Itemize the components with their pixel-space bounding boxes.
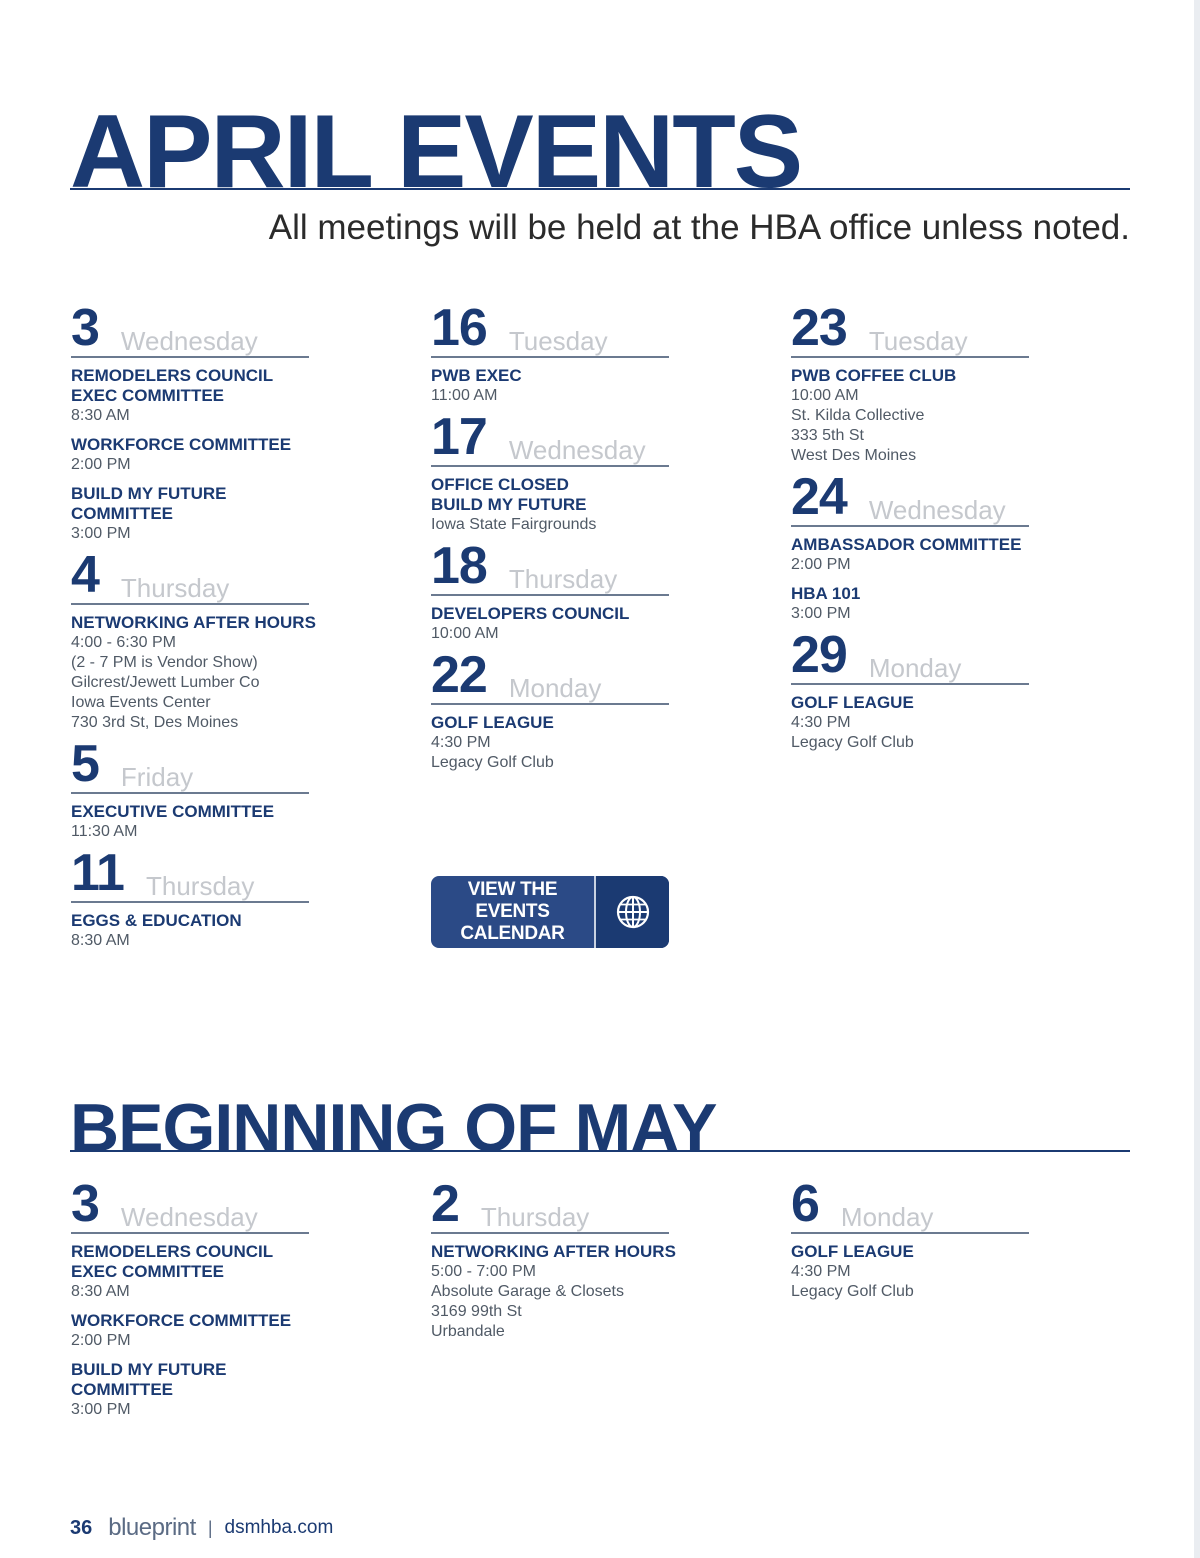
date-number: 23: [791, 299, 847, 357]
event-item: [71, 1360, 321, 1420]
event-name: BUILD MY FUTURE COMMITTEE: [71, 1360, 227, 1399]
event-item: [431, 475, 681, 535]
beginning-of-may-title: BEGINNING OF MAY: [70, 1094, 1130, 1152]
day-block: [791, 1175, 1041, 1302]
date-header: [791, 1175, 1029, 1234]
date-number: 11: [71, 844, 124, 902]
page-edge: [1194, 0, 1200, 1558]
date-number: 17: [431, 408, 487, 466]
date-header: [791, 299, 1029, 358]
event-detail: 3169 99th St: [431, 1303, 522, 1320]
date-number: 16: [431, 299, 487, 357]
weekday-label: Wednesday: [868, 495, 1006, 525]
event-detail: West Des Moines: [791, 447, 917, 464]
event-detail: 8:30 AM: [71, 407, 130, 424]
event-detail: 3:00 PM: [71, 525, 131, 542]
weekday-label: Monday: [840, 1202, 934, 1232]
date-header: [71, 546, 309, 605]
weekday-label: Thursday: [120, 573, 230, 603]
date-header: [791, 626, 1029, 685]
day-block: [791, 468, 1041, 624]
event-detail: 10:00 AM: [431, 625, 499, 642]
date-number: 5: [71, 735, 99, 793]
event-name: REMODELERS COUNCIL EXEC COMMITTEE: [71, 366, 274, 405]
weekday-label: Monday: [868, 653, 962, 683]
event-detail: 4:00 - 6:30 PM: [71, 634, 176, 651]
event-detail: Iowa Events Center: [71, 694, 211, 711]
view-events-calendar-button[interactable]: [431, 876, 669, 948]
event-detail: Legacy Golf Club: [431, 754, 554, 771]
date-header: [431, 408, 669, 467]
event-item: [791, 693, 1041, 753]
weekday-label: Tuesday: [868, 326, 968, 356]
date-number: 22: [431, 646, 487, 704]
event-detail: 2:00 PM: [71, 456, 131, 473]
page-number: 36: [70, 1516, 93, 1539]
event-item: [71, 1242, 321, 1302]
event-detail: 11:00 AM: [431, 387, 498, 404]
date-number: 29: [791, 626, 847, 684]
weekday-label: Tuesday: [508, 326, 608, 356]
date-number: 4: [71, 546, 99, 604]
event-item: [791, 1242, 1041, 1302]
weekday-label: Wednesday: [120, 1202, 258, 1232]
event-detail: 4:30 PM: [791, 1263, 851, 1280]
day-block: [431, 299, 681, 406]
april-events-title: APRIL EVENTS: [70, 100, 1130, 190]
day-block: [431, 646, 681, 773]
event-detail: St. Kilda Collective: [791, 407, 925, 424]
date-number: 24: [791, 468, 847, 526]
blueprint-logo: blueprint: [108, 1514, 196, 1541]
event-name: OFFICE CLOSED BUILD MY FUTURE: [431, 475, 587, 514]
may-column-3: [791, 1175, 1041, 1311]
day-block: [431, 1175, 681, 1342]
view-events-calendar-label: VIEW THE EVENTS CALENDAR: [431, 876, 596, 948]
event-item: [71, 911, 321, 951]
event-name: PWB COFFEE CLUB: [791, 366, 957, 385]
weekday-label: Friday: [120, 762, 194, 792]
weekday-label: Thursday: [508, 564, 618, 594]
event-name: GOLF LEAGUE: [791, 693, 914, 712]
april-subtitle: All meetings will be held at the HBA office unless noted.: [268, 208, 1130, 247]
event-item: [71, 484, 321, 544]
date-header: [431, 1175, 669, 1234]
event-name: PWB EXEC: [431, 366, 522, 385]
day-block: [71, 735, 321, 842]
may-column-1: [71, 1175, 321, 1429]
event-name: WORKFORCE COMMITTEE: [71, 1311, 292, 1330]
may-column-2: [431, 1175, 681, 1351]
april-column-3: [791, 299, 1041, 762]
date-header: [71, 844, 309, 903]
event-detail: 333 5th St: [791, 427, 864, 444]
event-name: NETWORKING AFTER HOURS: [431, 1242, 676, 1261]
event-item: [431, 366, 681, 406]
globe-icon-container: [596, 876, 669, 948]
page-footer: [70, 1512, 333, 1544]
event-detail: (2 - 7 PM is Vendor Show): [71, 654, 258, 671]
weekday-label: Thursday: [145, 871, 255, 901]
date-header: [71, 299, 309, 358]
weekday-label: Monday: [508, 673, 602, 703]
date-number: 18: [431, 537, 487, 595]
event-name: BUILD MY FUTURE COMMITTEE: [71, 484, 227, 523]
event-item: [791, 584, 1041, 624]
day-block: [431, 408, 681, 535]
event-detail: 8:30 AM: [71, 1283, 130, 1300]
event-name: GOLF LEAGUE: [431, 713, 554, 732]
date-header: [791, 468, 1029, 527]
event-item: [71, 366, 321, 426]
date-number: 2: [431, 1175, 459, 1233]
event-name: EXECUTIVE COMMITTEE: [71, 802, 275, 821]
weekday-label: Thursday: [480, 1202, 590, 1232]
event-detail: 5:00 - 7:00 PM: [431, 1263, 536, 1280]
event-detail: 730 3rd St, Des Moines: [71, 714, 239, 731]
date-number: 6: [791, 1175, 819, 1233]
website-link[interactable]: dsmhba.com: [224, 1517, 334, 1538]
april-column-1: [71, 299, 321, 960]
day-block: [431, 537, 681, 644]
event-item: [791, 366, 1041, 466]
event-detail: 10:00 AM: [791, 387, 859, 404]
event-detail: 3:00 PM: [791, 605, 851, 622]
event-detail: 11:30 AM: [71, 823, 138, 840]
day-block: [791, 626, 1041, 753]
date-header: [71, 735, 309, 794]
event-detail: Legacy Golf Club: [791, 734, 914, 751]
event-name: REMODELERS COUNCIL EXEC COMMITTEE: [71, 1242, 274, 1281]
event-name: NETWORKING AFTER HOURS: [71, 613, 316, 632]
day-block: [71, 299, 321, 544]
date-header: [431, 299, 669, 358]
event-item: [71, 613, 321, 733]
event-detail: 2:00 PM: [791, 556, 851, 573]
event-name: HBA 101: [791, 584, 861, 603]
event-detail: Legacy Golf Club: [791, 1283, 914, 1300]
day-block: [71, 546, 321, 733]
event-detail: Absolute Garage & Closets: [431, 1283, 624, 1300]
event-item: [431, 604, 681, 644]
event-name: EGGS & EDUCATION: [71, 911, 242, 930]
april-column-2: [431, 299, 681, 782]
date-header: [431, 537, 669, 596]
event-detail: 8:30 AM: [71, 932, 130, 949]
event-name: WORKFORCE COMMITTEE: [71, 435, 292, 454]
event-detail: 2:00 PM: [71, 1332, 131, 1349]
day-block: [71, 844, 321, 951]
event-name: GOLF LEAGUE: [791, 1242, 914, 1261]
event-detail: 4:30 PM: [431, 734, 491, 751]
event-item: [791, 535, 1041, 575]
event-detail: Urbandale: [431, 1323, 505, 1340]
day-block: [791, 299, 1041, 466]
event-item: [71, 1311, 321, 1351]
date-number: 3: [71, 1175, 99, 1233]
event-detail: Gilcrest/Jewett Lumber Co: [71, 674, 260, 691]
weekday-label: Wednesday: [508, 435, 646, 465]
date-header: [71, 1175, 309, 1234]
event-name: DEVELOPERS COUNCIL: [431, 604, 630, 623]
day-block: [71, 1175, 321, 1420]
footer-separator: |: [207, 1517, 213, 1538]
event-item: [71, 435, 321, 475]
event-name: AMBASSADOR COMMITTEE: [791, 535, 1022, 554]
event-item: [431, 713, 681, 773]
date-header: [431, 646, 669, 705]
weekday-label: Wednesday: [120, 326, 258, 356]
event-detail: 4:30 PM: [791, 714, 851, 731]
event-item: [431, 1242, 681, 1342]
event-item: [71, 802, 321, 842]
event-detail: 3:00 PM: [71, 1401, 131, 1418]
event-detail: Iowa State Fairgrounds: [431, 516, 597, 533]
date-number: 3: [71, 299, 99, 357]
globe-icon: [615, 894, 651, 930]
